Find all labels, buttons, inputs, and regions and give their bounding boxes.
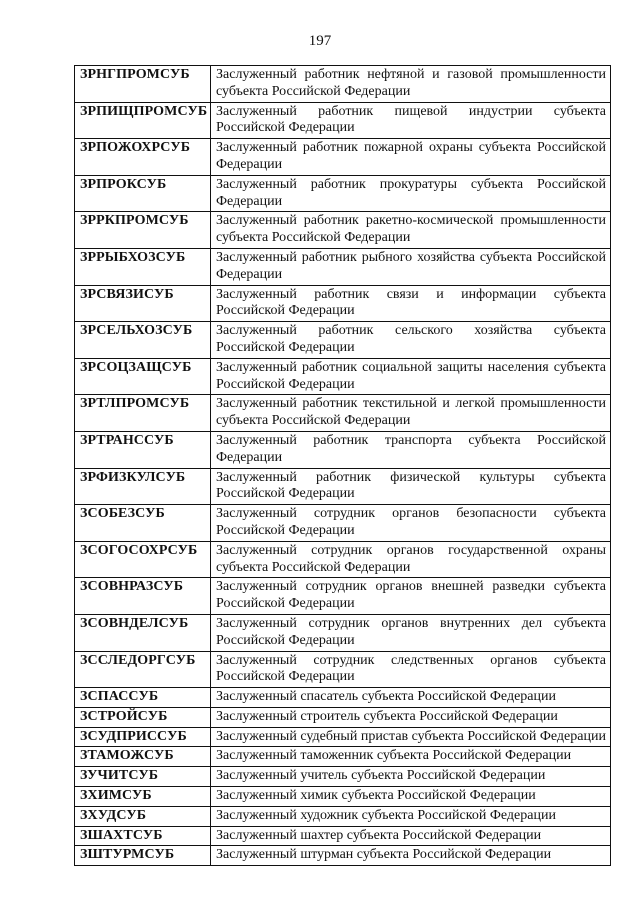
- table-row: [75, 541, 611, 578]
- title-description-cell: Заслуженный работник прокуратуры субъекта Российской Федерации: [211, 175, 611, 212]
- title-code-cell: ЗРПИЩПРОМСУБ: [75, 102, 211, 139]
- title-description-cell: Заслуженный работник пожарной охраны субъекта Российской Федерации: [211, 139, 611, 176]
- title-description-cell: Заслуженный сотрудник органов государственной охраны субъекта Российской Федерации: [211, 541, 611, 578]
- title-description-cell: Заслуженный химик субъекта Российской Федерации: [211, 787, 611, 807]
- table-row: [75, 175, 611, 212]
- title-code-cell: ЗШТУРМСУБ: [75, 846, 211, 866]
- title-code-cell: ЗСОГОСОХРСУБ: [75, 541, 211, 578]
- title-description-cell: Заслуженный сотрудник следственных органов субъекта Российской Федерации: [211, 651, 611, 688]
- table-row: [75, 747, 611, 767]
- title-description-cell: Заслуженный учитель субъекта Российской Федерации: [211, 767, 611, 787]
- title-code-cell: ЗШАХТСУБ: [75, 826, 211, 846]
- title-description-cell: Заслуженный работник текстильной и легкой промышленности субъекта Российской Федерации: [211, 395, 611, 432]
- page-number: 197: [308, 33, 332, 49]
- table-row: [75, 688, 611, 708]
- table-row: [75, 806, 611, 826]
- table-row: [75, 212, 611, 249]
- title-description-cell: Заслуженный работник ракетно-космической промышленности субъекта Российской Федерации: [211, 212, 611, 249]
- table-row: [75, 395, 611, 432]
- table-row: [75, 431, 611, 468]
- title-code-cell: ЗТАМОЖСУБ: [75, 747, 211, 767]
- table-row: [75, 468, 611, 505]
- title-code-cell: ЗСОВНРАЗСУБ: [75, 578, 211, 615]
- title-description-cell: Заслуженный таможенник субъекта Российской Федерации: [211, 747, 611, 767]
- table-row: [75, 578, 611, 615]
- honorary-titles-table: [74, 65, 611, 866]
- title-description-cell: Заслуженный строитель субъекта Российской Федерации: [211, 707, 611, 727]
- table-row: [75, 826, 611, 846]
- title-description-cell: Заслуженный сотрудник органов внешней разведки субъекта Российской Федерации: [211, 578, 611, 615]
- title-description-cell: Заслуженный художник субъекта Российской Федерации: [211, 806, 611, 826]
- table-row: [75, 358, 611, 395]
- title-description-cell: Заслуженный штурман субъекта Российской Федерации: [211, 846, 611, 866]
- title-code-cell: ЗРПРОКСУБ: [75, 175, 211, 212]
- title-code-cell: ЗУЧИТСУБ: [75, 767, 211, 787]
- title-description-cell: Заслуженный работник рыбного хозяйства субъекта Российской Федерации: [211, 248, 611, 285]
- table-row: [75, 139, 611, 176]
- table-row: [75, 727, 611, 747]
- table-row: [75, 614, 611, 651]
- title-description-cell: Заслуженный работник нефтяной и газовой промышленности субъекта Российской Федерации: [211, 66, 611, 103]
- table-row: [75, 248, 611, 285]
- title-code-cell: ЗСОБЕЗСУБ: [75, 505, 211, 542]
- table-row: [75, 102, 611, 139]
- table-body: [75, 66, 611, 866]
- title-description-cell: Заслуженный шахтер субъекта Российской Федерации: [211, 826, 611, 846]
- title-description-cell: Заслуженный работник социальной защиты населения субъекта Российской Федерации: [211, 358, 611, 395]
- title-description-cell: Заслуженный работник физической культуры субъекта Российской Федерации: [211, 468, 611, 505]
- table-row: [75, 285, 611, 322]
- table-row: [75, 651, 611, 688]
- title-code-cell: ЗССЛЕДОРГСУБ: [75, 651, 211, 688]
- table-row: [75, 846, 611, 866]
- title-description-cell: Заслуженный сотрудник органов безопасности субъекта Российской Федерации: [211, 505, 611, 542]
- title-description-cell: Заслуженный работник связи и информации субъекта Российской Федерации: [211, 285, 611, 322]
- title-code-cell: ЗРСЕЛЬХОЗСУБ: [75, 322, 211, 359]
- title-description-cell: Заслуженный спасатель субъекта Российской Федерации: [211, 688, 611, 708]
- table-row: [75, 322, 611, 359]
- title-code-cell: ЗРСВЯЗИСУБ: [75, 285, 211, 322]
- title-code-cell: ЗХУДСУБ: [75, 806, 211, 826]
- title-code-cell: ЗСПАССУБ: [75, 688, 211, 708]
- title-code-cell: ЗРСОЦЗАЩСУБ: [75, 358, 211, 395]
- table-row: [75, 66, 611, 103]
- title-code-cell: ЗРПОЖОХРСУБ: [75, 139, 211, 176]
- title-code-cell: ЗРРКПРОМСУБ: [75, 212, 211, 249]
- table-row: [75, 505, 611, 542]
- title-code-cell: ЗРФИЗКУЛСУБ: [75, 468, 211, 505]
- title-description-cell: Заслуженный работник транспорта субъекта Российской Федерации: [211, 431, 611, 468]
- title-code-cell: ЗХИМСУБ: [75, 787, 211, 807]
- title-code-cell: ЗРТЛПРОМСУБ: [75, 395, 211, 432]
- title-description-cell: Заслуженный работник сельского хозяйства субъекта Российской Федерации: [211, 322, 611, 359]
- title-code-cell: ЗСУДПРИССУБ: [75, 727, 211, 747]
- title-description-cell: Заслуженный сотрудник органов внутренних дел субъекта Российской Федерации: [211, 614, 611, 651]
- title-code-cell: ЗРРЫБХОЗСУБ: [75, 248, 211, 285]
- title-code-cell: ЗРТРАНССУБ: [75, 431, 211, 468]
- table-row: [75, 707, 611, 727]
- title-code-cell: ЗРНГПРОМСУБ: [75, 66, 211, 103]
- table-row: [75, 787, 611, 807]
- title-description-cell: Заслуженный судебный пристав субъекта Российской Федерации: [211, 727, 611, 747]
- table-row: [75, 767, 611, 787]
- title-code-cell: ЗСТРОЙСУБ: [75, 707, 211, 727]
- title-code-cell: ЗСОВНДЕЛСУБ: [75, 614, 211, 651]
- title-description-cell: Заслуженный работник пищевой индустрии субъекта Российской Федерации: [211, 102, 611, 139]
